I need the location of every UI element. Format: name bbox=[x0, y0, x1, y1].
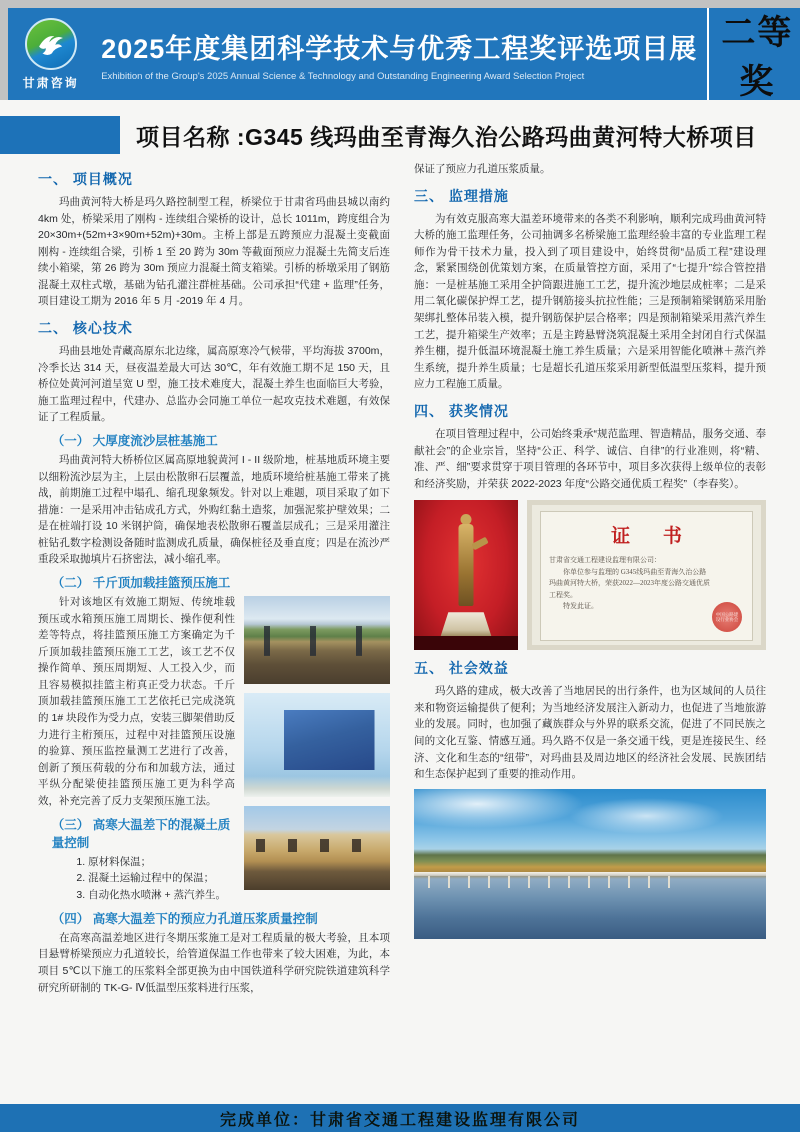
certificate-title: 证 书 bbox=[611, 526, 696, 548]
list-item: 3. 自动化热水喷淋 + 蒸汽养生。 bbox=[76, 889, 227, 902]
jack-preload-paragraph: 针对该地区有效施工期短、传统堆载预压或水箱预压施工周期长、操作便利性差等特点，将挂篮预压施工方案确定为千斤顶加载挂篮预压施工工艺，该工艺不仅操作简单、预压周期短、人工投入少，而且容易模拟挂篮主桁真正受力状态。千斤顶加载挂篮预压施工工艺依托已完成浇筑的 1# 块段作为受力点，安装三脚架借助反力进行主桁预压，过程中对挂篮预压设施的验算、预压监控量测工艺进行了改善，创新了预压荷载的分布和加载方法，通过平纵分配梁使挂篮预压施工更为科学高效，补充完善了反力支架预压施工法。 bbox=[38, 595, 235, 807]
subsection-heading-pile-foundation: （一） 大厚度流沙层桩基施工 bbox=[51, 433, 218, 448]
list-item: 2. 混凝土运输过程中的保温； bbox=[76, 872, 215, 885]
certificate-line: 你单位参与监理的 G345线玛曲至青海久治公路 bbox=[563, 567, 707, 576]
photo-award-certificate bbox=[527, 500, 766, 650]
section-heading-core-tech: 二、 核心技术 bbox=[38, 320, 133, 337]
overview-paragraph: 玛曲黄河特大桥是玛久路控制型工程，桥梁位于甘肃省玛曲县城以南约 4km 处，桥梁采用了刚构 - 连续组合梁桥的设计，总长 1011m，跨度组合为 20×30m+(52m+3×90m+52m)+30m。主桥上部是五跨预应力混凝土变截面刚构 - 连续组合梁，引桥 1 至 20 跨为 30m 等截面预应力混凝土先简支后连续小箱梁，第 26 跨为 30m 预应力混凝土简支箱梁。引桥的桥墩采用了钢筋混凝土双柱式墩，基础为钻孔灌注群桩基础。公司承担“代建 + 监理”任务，项目建设工期为 2016 年 5 月 -2019 年 4 月。 bbox=[38, 196, 390, 308]
continuation-line: 保证了预应力孔道压浆质量。 bbox=[414, 163, 551, 175]
award-badge: 二等奖 bbox=[721, 14, 794, 101]
exhibition-title: 2025年度集团科学技术与优秀工程奖评选项目展 bbox=[101, 33, 698, 64]
section-heading-supervision: 三、 监理措施 bbox=[414, 187, 509, 204]
subsection-heading-concrete-quality: （三） 高寒大温差下的混凝土质量控制 bbox=[51, 817, 231, 850]
header-titles bbox=[93, 27, 697, 82]
supervision-paragraph: 为有效克服高寒大温差环境带来的各类不利影响，顺利完成玛曲黄河特大桥的施工监理任务，公司抽调多名桥梁施工监理经验丰富的专业监理工程师作为骨干技术力量，投入到了项目建设中，始终贯彻“品质工程”建设理念，紧紧围绕创优策划方案，在质量管控方面，采用了“七提升”综合管控措施：一是桩基施工采用全护筒跟进施工工艺，提升流沙地层成桩率；二是采用二氧化碳保护焊工艺，提升钢筋接头抗拉性能；三是预制箱梁钢筋采用胎架绑扎整体吊装入模，提升钢筋保护层合格率；四是预制箱梁采用蒸汽养生工艺，提升箱梁生产效率；五是主跨悬臂浇筑混凝土采用全封闭自行式保温养生棚，提升低温环境混凝土施工养生质量；六是采用智能化喷淋＋蒸汽养生系统，提升养生质量；七是超长孔道压浆采用新型低温型压浆料，提升预应力工程施工质量。 bbox=[414, 212, 766, 391]
left-column bbox=[38, 161, 390, 1107]
certificate-line: 甘肃省交通工程建设监理有限公司： bbox=[549, 556, 661, 565]
project-title-row bbox=[0, 115, 800, 155]
photo-winter-construction-site bbox=[244, 806, 390, 890]
certificate-line: 工程奖。 bbox=[549, 590, 577, 599]
social-benefit-paragraph: 玛久路的建成，极大改善了当地居民的出行条件，也为区域间的人员往来和物资运输提供了便利；为当地经济发展注入新动力，也促进了当地旅游业的发展。同时，也加强了藏族群众与外界的联系交流，促进了不同民族之间的文化互鉴、情感互通。玛久路不仅是一条交通干线，更是连接民生、经济、文化和生态的“纽带”，对玛曲县及周边地区的经济社会发展、民族团结和生态保护起到了重要的推动作用。 bbox=[414, 685, 766, 781]
footer-banner bbox=[0, 1104, 800, 1132]
exhibition-subtitle: Exhibition of the Group's 2025 Annual Science & Technology and Outstanding Engineering Award Selection Project bbox=[101, 70, 585, 82]
list-item: 1. 原材料保温； bbox=[76, 855, 152, 868]
footer-completion-unit: 完成单位：甘肃省交通工程建设监理有限公司 bbox=[219, 1111, 580, 1129]
right-column bbox=[414, 161, 766, 1107]
top-strip bbox=[0, 0, 800, 8]
subsection-heading-jack-preload: （二） 千斤顶加载挂篮预压施工 bbox=[51, 575, 231, 590]
company-logo bbox=[8, 18, 93, 91]
pile-foundation-paragraph: 玛曲黄河特大桥桥位区属高原地貌黄河 I - II 级阶地，桩基地质环境主要以细粉流沙层为主，上层由松散卵石层覆盖，地质环境给桩基施工带来了挑战，前期施工过程中塌孔、缩孔现象频发。针对以上难题，项目采取了如下措施：一是采用冲击钻成孔方式，外购红黏土造浆，加强泥浆护壁效果；二是在桩端打设 10 米钢护筒，确保地表松散卵石覆盖层成孔；三是采用灌注桩钻孔数字检测设备随时监测成孔质量，确保桩径及垂直度；四是在流沙严重段采取抛填片石挤密法，减小缩孔率。 bbox=[38, 453, 390, 566]
subsection-heading-grouting-quality: （四） 高寒大温差下的预应力孔道压浆质量控制 bbox=[51, 911, 318, 926]
bird-logo-icon bbox=[25, 18, 77, 70]
header-banner bbox=[8, 8, 800, 100]
photo-award-trophy bbox=[414, 500, 518, 650]
awards-paragraph: 在项目管理过程中，公司始终秉承“规范监理、智造精品，服务交通、奉献社会”的企业宗旨，坚持“公正、科学、诚信、自律”的行业准则，将“精、准、严、细”要求贯穿于项目管理的各环节中，项目多次获得上级单位的表彰和经济奖励，并荣获 2022-2023 年度“公路交通优质工程奖”（李春奖）。 bbox=[414, 427, 766, 490]
section-heading-overview: 一、 项目概况 bbox=[38, 171, 133, 187]
certificate-seal-icon: 中国公路建设行业协会 bbox=[712, 602, 742, 632]
section-heading-awards: 四、 获奖情况 bbox=[414, 402, 509, 419]
grouting-quality-paragraph: 在高寒高温差地区进行冬期压浆施工是对工程质量的极大考验，且本项目悬臂桥梁预应力孔道较长，给管道保温工作也带来了较大困难，为此，本项目 5℃以下施工的压浆料全部更换为由中国铁道科学研究院铁道建筑科学研究所研制的 TK-G- Ⅳ低温型压浆料进行压浆， bbox=[38, 931, 390, 994]
header-divider bbox=[707, 8, 709, 100]
photo-bridge-panorama bbox=[414, 789, 766, 939]
core-tech-paragraph: 玛曲县地处青藏高原东北边缘，属高原寒冷气候带，平均海拔 3700m，冷季长达 314 天，昼夜温差最大可达 30℃，年有效施工期不足 150 天，且桥位处黄河河道呈宽 U 型，施工技术难度大，混凝土养生也面临巨大考验，施工监理过程中，代建办、总监办会同施工单位一起攻克技术难题，有效保证了工程质量。 bbox=[38, 345, 390, 424]
section-heading-social-benefit: 五、 社会效益 bbox=[414, 660, 509, 677]
photo-bridge-construction bbox=[244, 596, 390, 684]
photo-hanging-basket-equipment bbox=[244, 693, 390, 797]
certificate-line: 玛曲黄河特大桥，荣获2022—2023年度公路交通优质 bbox=[549, 579, 710, 588]
award-photos-row bbox=[414, 500, 766, 650]
header-wrap bbox=[0, 8, 800, 100]
certificate-inner bbox=[540, 511, 753, 641]
title-accent-bar bbox=[0, 116, 120, 154]
logo-text: 甘肃咨询 bbox=[22, 75, 79, 90]
certificate-line: 特发此证。 bbox=[563, 602, 598, 611]
project-title: 项目名称 :G345 线玛曲至青海久治公路玛曲黄河特大桥项目 bbox=[136, 123, 757, 150]
content-columns bbox=[0, 155, 800, 1107]
photo-stack bbox=[244, 596, 390, 899]
